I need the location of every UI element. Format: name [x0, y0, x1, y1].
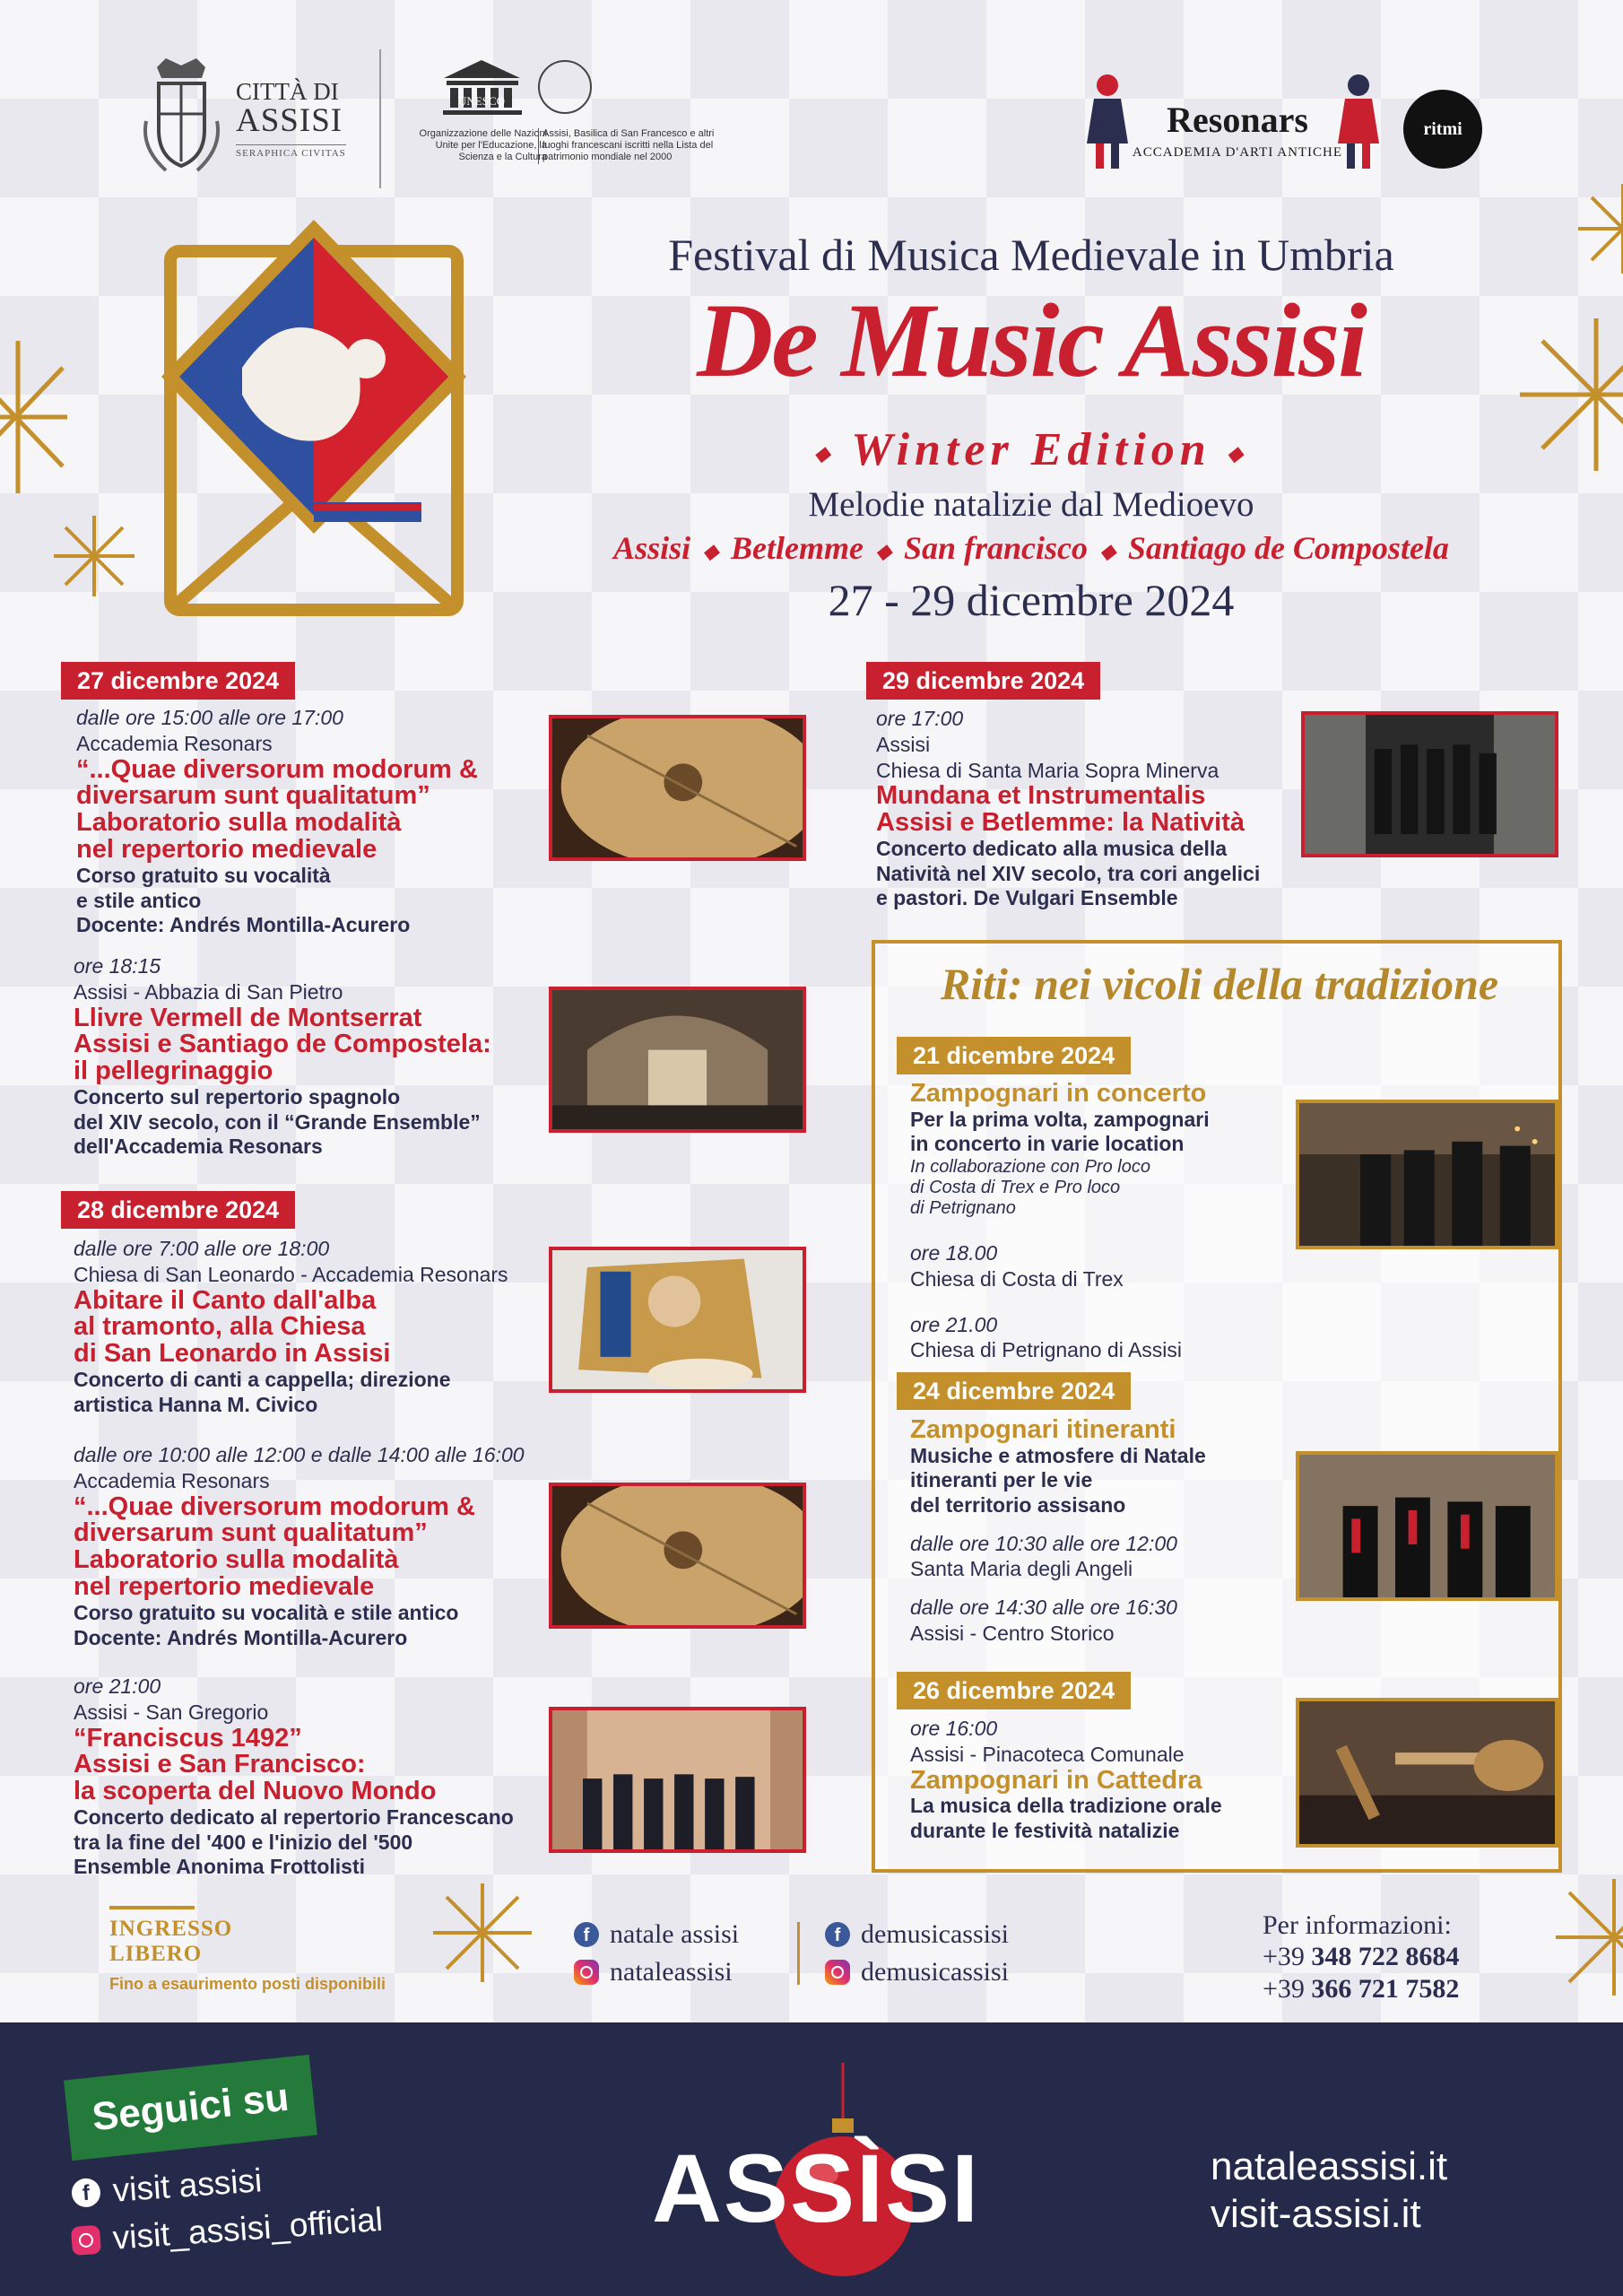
event-time: dalle ore 14:30 alle ore 16:30 — [910, 1596, 1177, 1620]
event-title: “...Quae diversorum modorum & diversarum sunt qualitatum” Laboratorio sulla modalità nel repertorio medievale — [76, 754, 478, 865]
event-place: Chiesa di San Leonardo - Accademia Resonars — [74, 1262, 508, 1286]
social-facebook-natale[interactable] — [574, 1919, 739, 1950]
photo-painting — [549, 1247, 806, 1393]
place-name: Assisi — [613, 530, 691, 566]
social-handle: demusicassisi — [861, 1919, 1009, 1949]
social-handle: natale assisi — [610, 1919, 740, 1949]
unesco-temple-icon — [439, 58, 525, 121]
social-instagram-natale[interactable] — [574, 1957, 733, 1987]
photo-lute — [549, 1483, 806, 1629]
date-badge-28: 28 dicembre 2024 — [61, 1191, 295, 1229]
social-facebook-demusic[interactable] — [825, 1919, 1009, 1950]
event-time: ore 17:00 — [876, 707, 964, 730]
date-badge-27: 27 dicembre 2024 — [61, 662, 295, 700]
snowflake-icon — [49, 511, 139, 601]
city-motto: SERAPHICA CIVITAS — [236, 144, 346, 160]
assisi-crest-icon — [139, 58, 224, 175]
snowflake-icon — [1551, 1874, 1623, 2000]
place-name: Betlemme — [731, 530, 864, 566]
city-line2: ASSISI — [236, 102, 343, 140]
event-description: Corso gratuito su vocalità e stile antico Docente: Andrés Montilla-Acurero — [76, 863, 411, 937]
event-title: Zampognari in Cattedra — [910, 1765, 1202, 1795]
event-time: dalle ore 7:00 alle ore 18:00 — [74, 1237, 330, 1260]
event-title: “Franciscus 1492” Assisi e San Francisco: la scoperta del Nuovo Mondo — [74, 1723, 437, 1806]
edition-label: Winter Edition — [851, 424, 1211, 475]
citta-di-assisi-logo — [139, 54, 359, 179]
city-line1: CITTÀ DI — [236, 78, 339, 105]
facebook-icon — [574, 1922, 599, 1947]
date-badge-29: 29 dicembre 2024 — [866, 662, 1100, 700]
festival-dates: 27 - 29 dicembre 2024 — [828, 575, 1235, 625]
event-27-llivre-vermell — [74, 953, 549, 1160]
event-time: dalle ore 15:00 alle ore 17:00 — [76, 706, 343, 729]
event-title: Zampognari itineranti — [910, 1415, 1176, 1444]
event-title: Abitare il Canto dall'alba al tramonto, alla Chiesa di San Leonardo in Assisi — [74, 1285, 391, 1369]
resonars-logo — [1076, 72, 1390, 179]
instagram-icon — [71, 2225, 101, 2256]
event-place: Chiesa di Santa Maria Sopra Minerva — [876, 758, 1219, 782]
social-handle: demusicassisi — [861, 1957, 1009, 1987]
unesco-site: Assisi, Basilica di San Francesco e altri luoghi francescani iscritti nella Lista del patrimonio mondiale nel 2000 — [538, 128, 717, 164]
tagline: Melodie natalizie dal Medioevo — [808, 485, 1254, 524]
facebook-icon — [71, 2178, 101, 2208]
ingresso-libero — [109, 1906, 432, 1994]
instagram-icon — [574, 1960, 599, 1985]
event-place: Santa Maria degli Angeli — [910, 1557, 1133, 1581]
event-description: Concerto dedicato al repertorio Francescano tra la fine del '400 e l'inizio del '500 Ensemble Anonima Frottolisti — [74, 1805, 514, 1879]
social-handle: nataleassisi — [610, 1957, 733, 1987]
event-title: Zampognari in concerto — [910, 1079, 1207, 1108]
festival-subtitle: Festival di Musica Medievale in Umbria — [668, 230, 1394, 280]
info-label: Per informazioni: — [1263, 1910, 1452, 1940]
event-21-zampognari-concerto — [910, 1081, 1296, 1363]
event-time: ore 18.00 — [910, 1241, 998, 1265]
seguici-badge: Seguici su — [64, 2055, 317, 2161]
unesco-organization: Organizzazione delle Nazioni Unite per l'Educazione, la Scienza e la Cultura — [419, 128, 547, 163]
photo-zampognari-concerto — [1296, 1100, 1558, 1249]
event-description: Per la prima volta, zampognari in concerto in varie location — [910, 1107, 1210, 1156]
event-place: Assisi — [876, 732, 931, 756]
event-place: Assisi - San Gregorio — [74, 1700, 269, 1724]
url-visitassisi[interactable]: visit-assisi.it — [1211, 2191, 1421, 2236]
event-description: Concerto di canti a cappella; direzione artistica Hanna M. Civico — [74, 1368, 451, 1416]
festival-name: De Music Assisi — [697, 282, 1366, 399]
photo-abbey — [549, 987, 806, 1133]
photo-de-vulgari-ensemble — [1301, 711, 1558, 857]
instagram-icon — [825, 1960, 850, 1985]
resonars-subtitle: ACCADEMIA D'ARTI ANTICHE — [1132, 145, 1343, 160]
event-place: Chiesa di Petrignano di Assisi — [910, 1338, 1182, 1362]
snowflake-icon — [429, 1879, 536, 1987]
event-place: Assisi - Centro Storico — [910, 1621, 1115, 1645]
jester-right-icon — [1327, 72, 1390, 170]
visit-handle: visit_assisi_official — [111, 2200, 385, 2257]
facebook-icon — [825, 1922, 850, 1947]
event-title: “...Quae diversorum modorum & diversarum sunt qualitatum” Laboratorio sulla modalità nel repertorio medievale — [74, 1492, 475, 1602]
photo-ensemble — [549, 1707, 806, 1853]
url-nataleassisi[interactable]: nataleassisi.it — [1211, 2144, 1448, 2188]
world-heritage-seal-icon — [538, 60, 592, 114]
event-place: Assisi - Abbazia di San Pietro — [74, 979, 343, 1004]
date-badge-24: 24 dicembre 2024 — [897, 1372, 1131, 1410]
phone-line-2[interactable]: +39 366 721 7582 — [1263, 1974, 1460, 2004]
event-26-zampognari-cattedra — [910, 1716, 1296, 1844]
event-place: Accademia Resonars — [76, 731, 273, 755]
event-time: dalle ore 10:30 alle ore 12:00 — [910, 1531, 1177, 1555]
event-29-mundana — [876, 706, 1342, 911]
griffin-emblem — [143, 215, 484, 619]
event-time: ore 16:00 — [910, 1717, 998, 1740]
social-instagram-demusic[interactable] — [825, 1957, 1009, 1987]
resonars-name: Resonars — [1167, 100, 1308, 140]
event-description: Concerto sul repertorio spagnolo del XIV secolo, con il “Grande Ensemble” dell'Accademia Resonars — [74, 1085, 481, 1159]
event-time: dalle ore 10:00 alle 12:00 e dalle 14:00 alle 16:00 — [74, 1443, 525, 1466]
event-28-laboratorio — [74, 1442, 558, 1650]
event-place: Accademia Resonars — [74, 1468, 270, 1492]
photo-zampognari-itineranti — [1296, 1451, 1558, 1601]
places-row: Assisi ◆ Betlemme ◆ San francisco ◆ Santiago de Compostela — [613, 530, 1449, 566]
snowflake-icon — [1578, 179, 1623, 278]
event-title: Llivre Vermell de Montserrat Assisi e Santiago de Compostela: il pellegrinaggio — [74, 1003, 491, 1086]
event-time: ore 18:15 — [74, 954, 161, 978]
event-time: ore 21:00 — [74, 1674, 161, 1698]
ingresso-line1: INGRESSO — [109, 1917, 233, 1941]
place-name: San francisco — [903, 530, 1088, 566]
photo-instruments — [1296, 1698, 1558, 1848]
snowflake-icon — [0, 332, 72, 502]
event-24-zampognari-itineranti — [910, 1417, 1296, 1647]
unesco-logo — [412, 58, 715, 184]
footer-urls — [1211, 2144, 1569, 2239]
contact-info — [1263, 1910, 1558, 2005]
visit-handle: visit assisi — [111, 2161, 264, 2209]
date-badge-26: 26 dicembre 2024 — [897, 1672, 1131, 1709]
event-place: Assisi - Pinacoteca Comunale — [910, 1742, 1185, 1766]
riti-heading: Riti: nei vicoli della tradizione — [940, 959, 1499, 1009]
phone-line-1[interactable]: +39 348 722 8684 — [1263, 1942, 1460, 1971]
date-badge-21: 21 dicembre 2024 — [897, 1037, 1131, 1074]
ingresso-line2: LIBERO — [109, 1941, 203, 1966]
assisi-brand-logo: ASSÌSI — [651, 2134, 981, 2242]
ingresso-note: Fino a esaurimento posti disponibili — [109, 1975, 386, 1993]
edition-title: ◆ Winter Edition ◆ — [814, 424, 1248, 475]
logo-divider — [379, 49, 381, 188]
event-time: ore 21.00 — [910, 1312, 998, 1336]
place-name: Santiago de Compostela — [1127, 530, 1449, 566]
event-place: Chiesa di Costa di Trex — [910, 1266, 1124, 1291]
photo-lute — [549, 715, 806, 861]
event-title: Mundana et Instrumentalis Assisi e Betlemme: la Natività — [876, 781, 1245, 838]
event-description: Musiche e atmosfere di Natale itineranti per le vie del territorio assisano — [910, 1443, 1206, 1518]
ingresso-rule — [109, 1906, 195, 1909]
unesco-word: UNESCO — [457, 94, 506, 108]
event-description: La musica della tradizione orale durante le festività natalizie — [910, 1794, 1222, 1842]
event-27-laboratorio — [76, 705, 551, 938]
event-description: Concerto dedicato alla musica della Natività nel XIV secolo, tra cori angelici e pastori. De Vulgari Ensemble — [876, 836, 1261, 910]
event-28-franciscus — [74, 1674, 558, 1880]
event-28-abitare-il-canto — [74, 1236, 558, 1417]
ritmi-logo: ritmi — [1403, 90, 1482, 169]
event-description: Corso gratuito su vocalità e stile antico Docente: Andrés Montilla-Acurero — [74, 1600, 459, 1649]
social-divider — [797, 1922, 800, 1985]
event-note: In collaborazione con Pro loco di Costa di Trex e Pro loco di Petrignano — [910, 1157, 1150, 1219]
